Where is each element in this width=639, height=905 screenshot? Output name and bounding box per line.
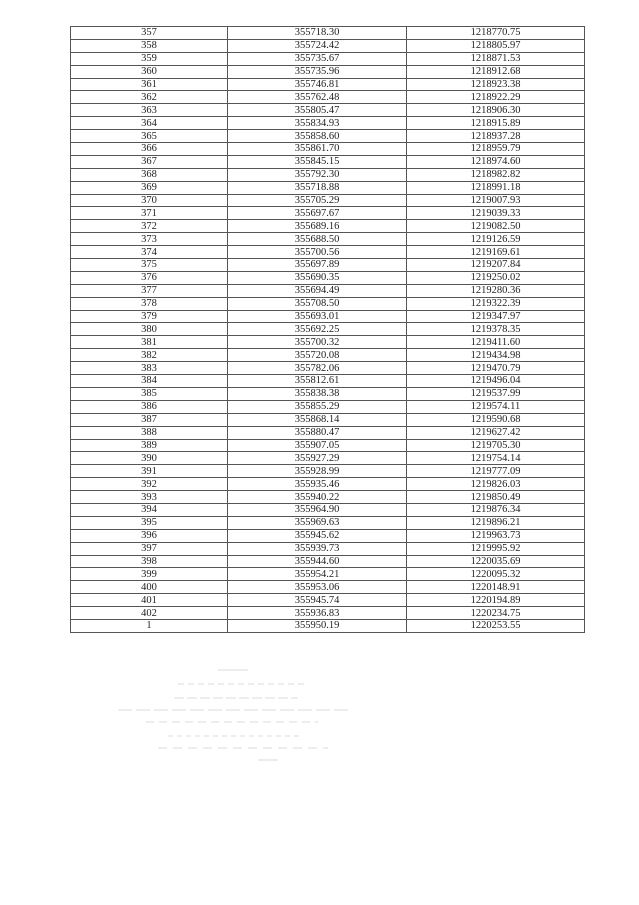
y-coordinate-cell: 1218906.30 [407,104,585,117]
point-number-cell: 377 [71,284,228,297]
table-row [71,39,585,52]
table-row [71,194,585,207]
x-coordinate-cell: 355688.50 [228,233,407,246]
point-number-cell: 380 [71,323,228,336]
point-number-cell: 365 [71,130,228,143]
point-number-cell: 388 [71,426,228,439]
table-row [71,78,585,91]
x-coordinate-cell: 355935.46 [228,478,407,491]
table-row [71,581,585,594]
table-row [71,284,585,297]
point-number-cell: 400 [71,581,228,594]
table-row [71,130,585,143]
y-coordinate-cell: 1218915.89 [407,117,585,130]
x-coordinate-cell: 355969.63 [228,516,407,529]
point-number-cell: 381 [71,336,228,349]
point-number-cell: 394 [71,503,228,516]
y-coordinate-cell: 1218937.28 [407,130,585,143]
table-row [71,65,585,78]
x-coordinate-cell: 355838.38 [228,387,407,400]
y-coordinate-cell: 1219007.93 [407,194,585,207]
x-coordinate-cell: 355693.01 [228,310,407,323]
y-coordinate-cell: 1219280.36 [407,284,585,297]
y-coordinate-cell: 1219207.84 [407,259,585,272]
x-coordinate-cell: 355945.62 [228,529,407,542]
x-coordinate-cell: 355858.60 [228,130,407,143]
y-coordinate-cell: 1219250.02 [407,271,585,284]
table-row [71,529,585,542]
y-coordinate-cell: 1219411.60 [407,336,585,349]
point-number-cell: 386 [71,400,228,413]
x-coordinate-cell: 355724.42 [228,39,407,52]
y-coordinate-cell: 1218770.75 [407,27,585,40]
table-row [71,155,585,168]
y-coordinate-cell: 1219963.73 [407,529,585,542]
table-row [71,336,585,349]
table-row [71,271,585,284]
point-number-cell: 359 [71,52,228,65]
coordinates-table-body [71,27,585,633]
x-coordinate-cell: 355720.08 [228,349,407,362]
point-number-cell: 382 [71,349,228,362]
point-number-cell: 373 [71,233,228,246]
y-coordinate-cell: 1218922.29 [407,91,585,104]
table-row [71,323,585,336]
y-coordinate-cell: 1218871.53 [407,52,585,65]
point-number-cell: 398 [71,555,228,568]
y-coordinate-cell: 1218912.68 [407,65,585,78]
table-row [71,542,585,555]
table-row [71,143,585,156]
table-row [71,117,585,130]
table-row [71,619,585,632]
table-row [71,233,585,246]
y-coordinate-cell: 1218991.18 [407,181,585,194]
x-coordinate-cell: 355953.06 [228,581,407,594]
table-row [71,413,585,426]
table-row [71,246,585,259]
y-coordinate-cell: 1219590.68 [407,413,585,426]
table-row [71,555,585,568]
x-coordinate-cell: 355861.70 [228,143,407,156]
y-coordinate-cell: 1219850.49 [407,491,585,504]
x-coordinate-cell: 355762.48 [228,91,407,104]
x-coordinate-cell: 355944.60 [228,555,407,568]
y-coordinate-cell: 1219826.03 [407,478,585,491]
y-coordinate-cell: 1220148.91 [407,581,585,594]
point-number-cell: 379 [71,310,228,323]
table-row [71,503,585,516]
point-number-cell: 399 [71,568,228,581]
x-coordinate-cell: 355868.14 [228,413,407,426]
table-row [71,400,585,413]
table-row [71,168,585,181]
x-coordinate-cell: 355928.99 [228,465,407,478]
x-coordinate-cell: 355705.29 [228,194,407,207]
point-number-cell: 371 [71,207,228,220]
y-coordinate-cell: 1219434.98 [407,349,585,362]
y-coordinate-cell: 1218982.82 [407,168,585,181]
y-coordinate-cell: 1218805.97 [407,39,585,52]
coordinates-table [70,26,585,633]
point-number-cell: 390 [71,452,228,465]
x-coordinate-cell: 355700.32 [228,336,407,349]
point-number-cell: 364 [71,117,228,130]
point-number-cell: 384 [71,375,228,388]
point-number-cell: 360 [71,65,228,78]
y-coordinate-cell: 1219347.97 [407,310,585,323]
y-coordinate-cell: 1219082.50 [407,220,585,233]
table-row [71,491,585,504]
x-coordinate-cell: 355782.06 [228,362,407,375]
point-number-cell: 401 [71,594,228,607]
table-row [71,426,585,439]
point-number-cell: 372 [71,220,228,233]
x-coordinate-cell: 355694.49 [228,284,407,297]
y-coordinate-cell: 1220253.55 [407,619,585,632]
x-coordinate-cell: 355939.73 [228,542,407,555]
y-coordinate-cell: 1219995.92 [407,542,585,555]
point-number-cell: 375 [71,259,228,272]
y-coordinate-cell: 1219777.09 [407,465,585,478]
table-row [71,568,585,581]
x-coordinate-cell: 355940.22 [228,491,407,504]
y-coordinate-cell: 1218959.79 [407,143,585,156]
point-number-cell: 363 [71,104,228,117]
table-row [71,91,585,104]
x-coordinate-cell: 355697.89 [228,259,407,272]
table-row [71,478,585,491]
table-row [71,375,585,388]
table-row [71,52,585,65]
x-coordinate-cell: 355692.25 [228,323,407,336]
point-number-cell: 374 [71,246,228,259]
x-coordinate-cell: 355954.21 [228,568,407,581]
x-coordinate-cell: 355746.81 [228,78,407,91]
y-coordinate-cell: 1218923.38 [407,78,585,91]
table-row [71,465,585,478]
x-coordinate-cell: 355945.74 [228,594,407,607]
x-coordinate-cell: 355845.15 [228,155,407,168]
y-coordinate-cell: 1218974.60 [407,155,585,168]
x-coordinate-cell: 355927.29 [228,452,407,465]
point-number-cell: 385 [71,387,228,400]
point-number-cell: 362 [71,91,228,104]
x-coordinate-cell: 355718.30 [228,27,407,40]
x-coordinate-cell: 355907.05 [228,439,407,452]
point-number-cell: 368 [71,168,228,181]
point-number-cell: 392 [71,478,228,491]
table-row [71,452,585,465]
y-coordinate-cell: 1219169.61 [407,246,585,259]
x-coordinate-cell: 355964.90 [228,503,407,516]
table-row [71,310,585,323]
x-coordinate-cell: 355718.88 [228,181,407,194]
point-number-cell: 369 [71,181,228,194]
x-coordinate-cell: 355950.19 [228,619,407,632]
y-coordinate-cell: 1219322.39 [407,297,585,310]
table-row [71,516,585,529]
table-row [71,297,585,310]
y-coordinate-cell: 1220095.32 [407,568,585,581]
point-number-cell: 361 [71,78,228,91]
x-coordinate-cell: 355697.67 [228,207,407,220]
y-coordinate-cell: 1219470.79 [407,362,585,375]
faint-signature-block [118,660,358,770]
point-number-cell: 366 [71,143,228,156]
y-coordinate-cell: 1219754.14 [407,452,585,465]
x-coordinate-cell: 355792.30 [228,168,407,181]
table-row [71,207,585,220]
point-number-cell: 1 [71,619,228,632]
y-coordinate-cell: 1219126.59 [407,233,585,246]
point-number-cell: 357 [71,27,228,40]
point-number-cell: 397 [71,542,228,555]
y-coordinate-cell: 1219574.11 [407,400,585,413]
table-row [71,607,585,620]
table-row [71,220,585,233]
point-number-cell: 378 [71,297,228,310]
point-number-cell: 393 [71,491,228,504]
point-number-cell: 387 [71,413,228,426]
table-row [71,259,585,272]
y-coordinate-cell: 1219627.42 [407,426,585,439]
table-row [71,439,585,452]
x-coordinate-cell: 355689.16 [228,220,407,233]
x-coordinate-cell: 355936.83 [228,607,407,620]
y-coordinate-cell: 1219496.04 [407,375,585,388]
y-coordinate-cell: 1219378.35 [407,323,585,336]
y-coordinate-cell: 1219039.33 [407,207,585,220]
table-row [71,387,585,400]
y-coordinate-cell: 1219896.21 [407,516,585,529]
table-row [71,104,585,117]
table-row [71,594,585,607]
point-number-cell: 396 [71,529,228,542]
point-number-cell: 370 [71,194,228,207]
y-coordinate-cell: 1220035.69 [407,555,585,568]
y-coordinate-cell: 1219705.30 [407,439,585,452]
x-coordinate-cell: 355708.50 [228,297,407,310]
point-number-cell: 395 [71,516,228,529]
y-coordinate-cell: 1220234.75 [407,607,585,620]
x-coordinate-cell: 355805.47 [228,104,407,117]
table-row [71,27,585,40]
point-number-cell: 389 [71,439,228,452]
point-number-cell: 402 [71,607,228,620]
point-number-cell: 391 [71,465,228,478]
y-coordinate-cell: 1219876.34 [407,503,585,516]
point-number-cell: 383 [71,362,228,375]
point-number-cell: 376 [71,271,228,284]
table-row [71,181,585,194]
x-coordinate-cell: 355812.61 [228,375,407,388]
point-number-cell: 358 [71,39,228,52]
x-coordinate-cell: 355855.29 [228,400,407,413]
x-coordinate-cell: 355690.35 [228,271,407,284]
table-row [71,349,585,362]
x-coordinate-cell: 355735.96 [228,65,407,78]
x-coordinate-cell: 355880.47 [228,426,407,439]
y-coordinate-cell: 1220194.89 [407,594,585,607]
x-coordinate-cell: 355834.93 [228,117,407,130]
x-coordinate-cell: 355735.67 [228,52,407,65]
x-coordinate-cell: 355700.56 [228,246,407,259]
table-row [71,362,585,375]
y-coordinate-cell: 1219537.99 [407,387,585,400]
point-number-cell: 367 [71,155,228,168]
